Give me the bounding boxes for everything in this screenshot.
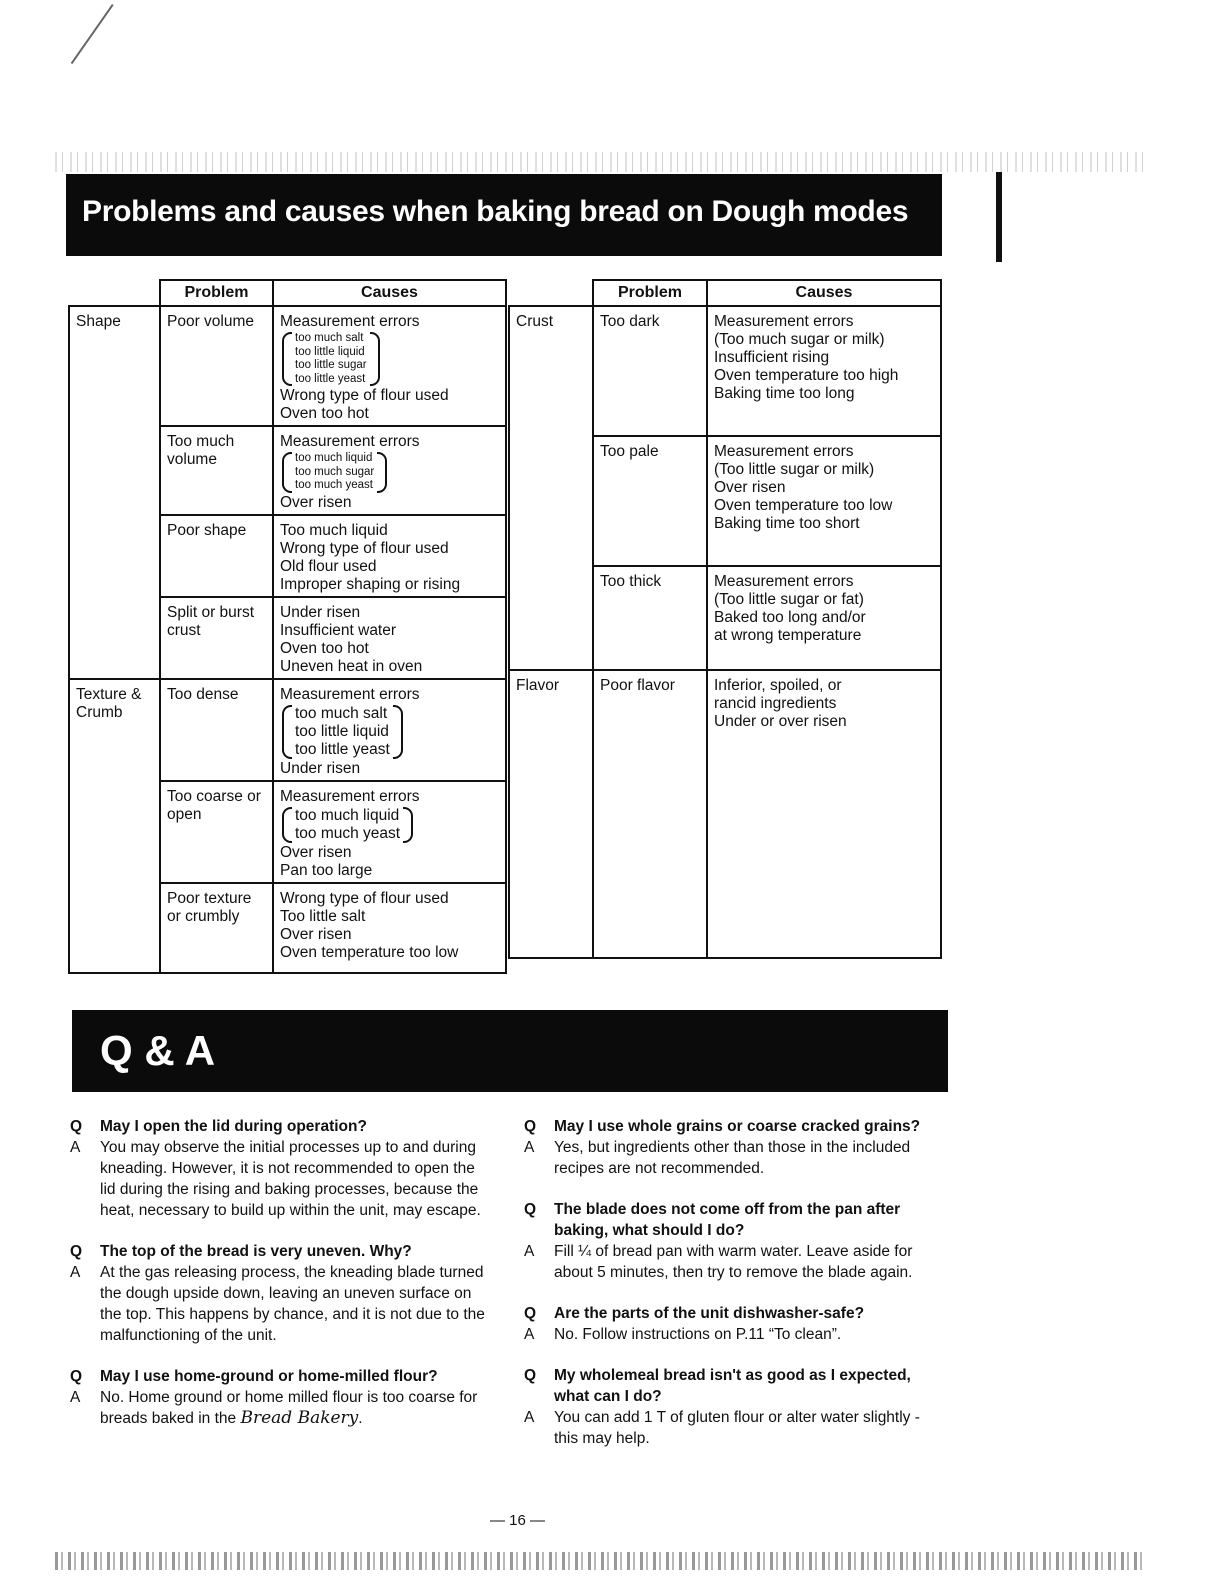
cause-line: Over risen (280, 843, 352, 861)
bracket-item: too little sugar (295, 359, 367, 371)
qa-item (524, 1199, 944, 1283)
qa-item (70, 1241, 490, 1346)
qa-item (70, 1366, 490, 1429)
problem-cell: Too much volume (160, 426, 273, 515)
bracket-item: too much salt (295, 704, 388, 722)
bracket-item: too much liquid (295, 806, 400, 824)
problem-cell: Too pale (593, 436, 707, 566)
bracket-item: too much yeast (295, 824, 401, 842)
category-shape: Shape (69, 306, 160, 679)
question-text: May I open the lid during operation? (100, 1118, 367, 1135)
cause-line: Too little salt (280, 907, 366, 925)
qa-item (524, 1116, 944, 1179)
cause-line: Oven too hot (280, 405, 369, 422)
cause-line: Improper shaping or rising (280, 575, 461, 593)
problem-cell: Split or burst crust (160, 597, 273, 679)
answer-text: You can add 1 T of gluten flour or alter water slightly -this may help. (554, 1409, 920, 1447)
bracket-item: too little liquid (295, 722, 389, 740)
cause-line: Wrong type of flour used (280, 889, 449, 907)
crust-flavor-table (508, 279, 942, 959)
causes-header: Causes (707, 280, 941, 306)
a-marker: A (524, 1326, 535, 1343)
cause-line: Over risen (280, 493, 352, 511)
qa-banner (72, 1010, 948, 1092)
cause-line: Insufficient rising (714, 349, 830, 366)
question-text: The top of the bread is very uneven. Why? (100, 1243, 412, 1260)
cause-line: Measurement errors (280, 787, 420, 805)
causes-cell (273, 426, 506, 515)
cause-bracket (282, 705, 499, 759)
q-marker: Q (70, 1118, 83, 1135)
causes-cell (707, 566, 941, 670)
cause-line: Under risen (280, 759, 361, 777)
answer-text: Yes, but ingredients other than those in the included recipes are not recommended. (554, 1139, 911, 1177)
causes-cell (273, 597, 506, 679)
qa-title: Q & A (100, 1027, 216, 1074)
q-marker: Q (70, 1243, 83, 1260)
qa-item (70, 1116, 490, 1221)
q-marker: Q (70, 1368, 83, 1385)
title-banner (66, 174, 942, 256)
cause-line: Insufficient water (280, 621, 397, 639)
cause-line: Measurement errors (714, 313, 854, 330)
q-marker: Q (524, 1305, 537, 1322)
bracket-item: too little liquid (295, 345, 365, 358)
question-text: May I use home-ground or home-milled flour? (100, 1368, 438, 1385)
problem-header: Problem (593, 280, 707, 306)
page-edge-mark (996, 172, 1002, 262)
bracket-item: too little yeast (295, 740, 390, 758)
cause-bracket (282, 807, 499, 843)
problem-cell: Too thick (593, 566, 707, 670)
problem-header: Problem (160, 280, 273, 306)
cause-line: Baking time too short (714, 515, 860, 532)
cause-line: Under or over risen (714, 713, 847, 730)
scan-noise-bottom (55, 1552, 1145, 1570)
qa-left-column (70, 1116, 490, 1449)
problem-cell: Poor volume (160, 306, 273, 426)
stray-pen-mark (71, 4, 114, 64)
causes-cell (273, 679, 506, 781)
page-number: — 16 — (490, 1512, 546, 1529)
cause-line: Oven temperature too high (714, 367, 899, 384)
cause-line: Wrong type of flour used (280, 539, 449, 557)
cause-line: rancid ingredients (714, 695, 837, 712)
bracket-item: too much liquid (295, 452, 373, 464)
category-flavor: Flavor (509, 670, 593, 958)
cause-line: (Too little sugar or fat) (714, 591, 864, 608)
causes-cell (707, 306, 941, 436)
answer-text: At the gas releasing process, the kneading blade turned the dough upside down, leaving an uneven surface on the top. This happens by chance, and it is not due to the malfunctioning of the unit. (100, 1264, 485, 1344)
bracket-item: too little yeast (295, 372, 366, 385)
a-marker: A (70, 1139, 81, 1156)
q-marker: Q (524, 1367, 537, 1384)
cause-line: Measurement errors (280, 685, 420, 703)
causes-cell (273, 883, 506, 973)
cause-line: Under risen (280, 603, 361, 621)
causes-header: Causes (273, 280, 506, 306)
causes-cell (273, 515, 506, 597)
causes-cell (707, 670, 941, 958)
category-texture-crumb: Texture & Crumb (69, 679, 160, 973)
question-text: The blade does not come off from the pan after baking, what should I do? (554, 1201, 901, 1239)
cause-line: Pan too large (280, 861, 373, 879)
answer-end: . (358, 1410, 363, 1427)
question-text: May I use whole grains or coarse cracked grains? (554, 1118, 921, 1135)
cause-line: Measurement errors (280, 433, 420, 450)
problem-cell: Too coarse or open (160, 781, 273, 883)
shape-texture-table (68, 279, 507, 974)
bracket-item: too much yeast (295, 479, 373, 491)
question-text: Are the parts of the unit dishwasher-safe? (554, 1305, 865, 1322)
cause-line: Old flour used (280, 557, 377, 575)
category-crust: Crust (509, 306, 593, 670)
causes-cell (273, 306, 506, 426)
cause-line: at wrong temperature (714, 627, 862, 644)
causes-cell (707, 436, 941, 566)
a-marker: A (524, 1139, 535, 1156)
bracket-item: too much salt (295, 332, 364, 344)
cause-line: Measurement errors (280, 313, 420, 330)
blank-header-cell (69, 280, 160, 306)
cause-line: Over risen (714, 479, 786, 496)
qa-item (524, 1303, 944, 1345)
cause-line: Oven too hot (280, 639, 369, 657)
problem-cell: Too dense (160, 679, 273, 781)
cause-line: Measurement errors (714, 573, 854, 590)
cause-line: Baking time too long (714, 385, 855, 402)
answer-text (100, 1387, 490, 1429)
cause-line: Uneven heat in oven (280, 657, 423, 675)
scan-noise-top (55, 152, 1145, 172)
blank-header-cell (509, 280, 593, 306)
cause-line: Baked too long and/or (714, 609, 866, 626)
brand-logotype: Bread Bakery (240, 1408, 359, 1428)
cause-line: Oven temperature too low (714, 497, 893, 514)
answer-body: No. Home ground or home milled flour is too coarse for breads baked in the (100, 1389, 478, 1427)
answer-text: No. Follow instructions on P.11 “To clean”. (554, 1326, 842, 1343)
cause-line: (Too much sugar or milk) (714, 331, 885, 348)
cause-bracket (282, 452, 499, 493)
cause-bracket (282, 332, 499, 386)
causes-cell (273, 781, 506, 883)
qa-right-column (524, 1116, 944, 1469)
cause-line: Wrong type of flour used (280, 387, 449, 404)
q-marker: Q (524, 1118, 537, 1135)
a-marker: A (70, 1264, 81, 1281)
cause-line: Over risen (280, 925, 352, 943)
q-marker: Q (524, 1201, 537, 1218)
answer-text: You may observe the initial processes up to and during kneading. However, it is not recommended to open the lid during the rising and baking processes, because the heat, necessary to build up within the unit, may escape. (100, 1139, 481, 1219)
qa-item (524, 1365, 944, 1449)
a-marker: A (524, 1409, 535, 1426)
a-marker: A (70, 1389, 81, 1406)
a-marker: A (524, 1243, 535, 1260)
problem-cell: Poor texture or crumbly (160, 883, 273, 973)
cause-line: Oven temperature too low (280, 943, 459, 961)
problem-cell: Poor flavor (593, 670, 707, 958)
cause-line: Too much liquid (280, 521, 388, 539)
answer-text: Fill ¼ of bread pan with warm water. Leave aside for about 5 minutes, then try to remove the blade again. (554, 1243, 913, 1281)
bracket-item: too much sugar (295, 465, 375, 478)
question-text: My wholemeal bread isn't as good as I expected, what can I do? (554, 1367, 911, 1405)
cause-line: Measurement errors (714, 443, 854, 460)
cause-line: (Too little sugar or milk) (714, 461, 875, 478)
problem-cell: Too dark (593, 306, 707, 436)
page-title: Problems and causes when baking bread on Dough modes (82, 195, 909, 228)
problem-cell: Poor shape (160, 515, 273, 597)
cause-line: Inferior, spoiled, or (714, 677, 842, 694)
